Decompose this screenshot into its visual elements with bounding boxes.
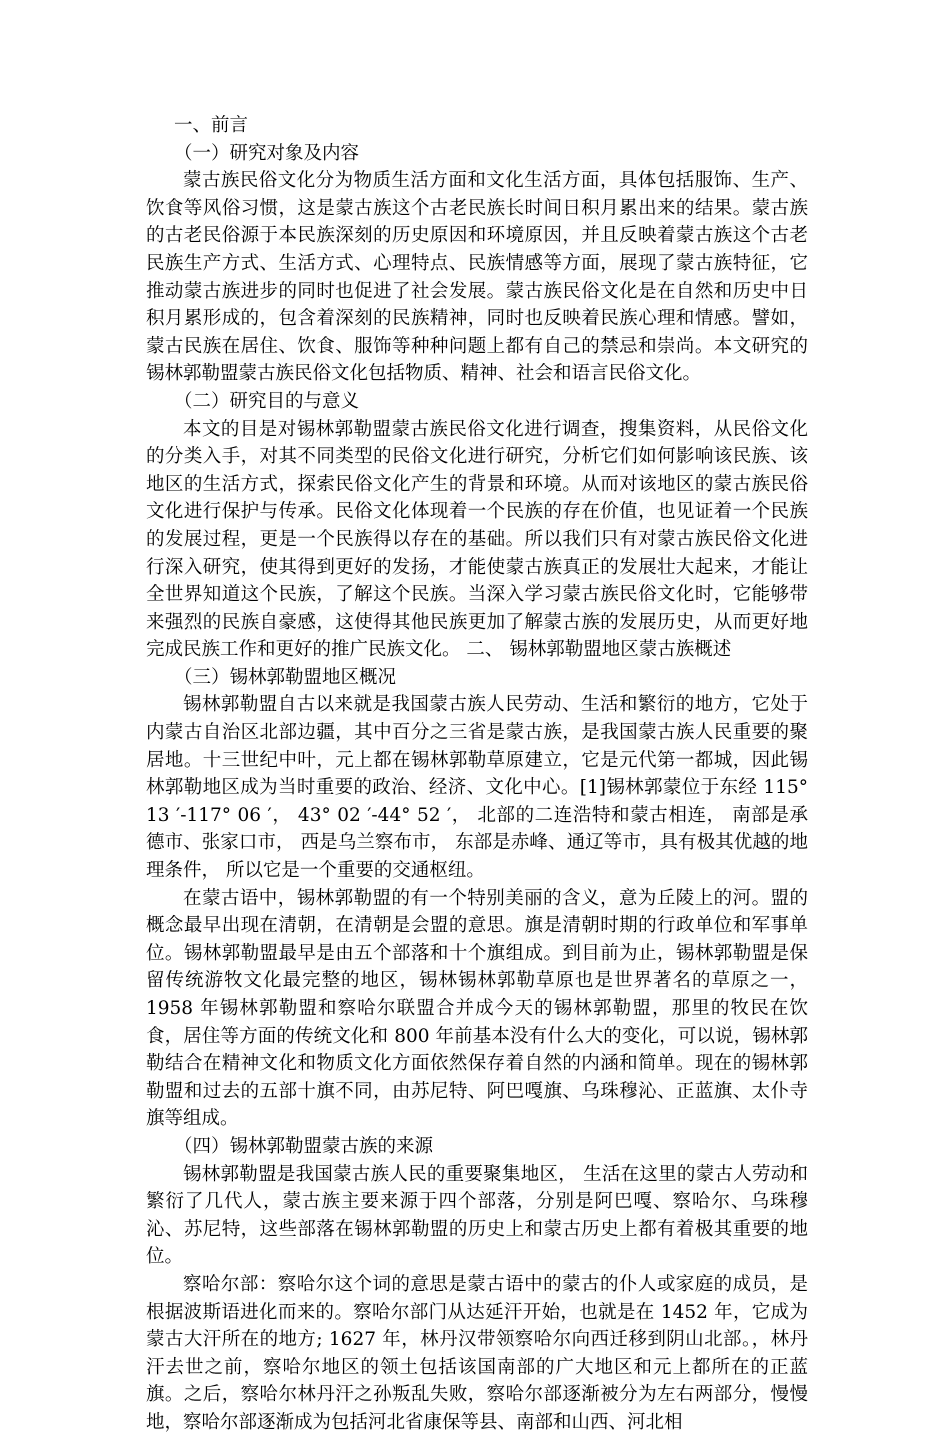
paragraph-region-overview-2: 在蒙古语中，锡林郭勒盟的有一个特别美丽的含义，意为丘陵上的河。盟的概念最早出现在清朝，在清朝是会盟的意思。旗是清朝时期的行政单位和军事单位。锡林郭勒盟最早是由五个部落和十个旗组成。到目前为止，锡林郭勒盟是保留传统游牧文化最完整的地区，锡林锡林郭勒草原也是世界著名的草原之一，1958 年锡林郭勒盟和察哈尔联盟合并成今天的锡林郭勒盟，那里的牧民在饮食，居住等方面的传统文化和 800 年前基本没有什么大的变化，可以说，锡林郭勒结合在精神文化和物质文化方面依然保存着自然的内涵和简单。现在的锡林郭勒盟和过去的五部十旗不同，由苏尼特、阿巴嘎旗、乌珠穆沁、正蓝旗、太仆寺旗等组成。 — [146, 887, 808, 1130]
section-title-preface: 一、前言 — [174, 115, 249, 136]
paragraph-research-object: 蒙古族民俗文化分为物质生活方面和文化生活方面，具体包括服饰、生产、饮食等风俗习惯，这是蒙古族这个古老民族长时间日积月累出来的结果。蒙古族的古老民俗源于本民族深刻的历史原因和环境原因，并且反映着蒙古族这个古老民族生产方式、生活方式、心理特点、民族情感等方面，展现了蒙古族特征，它推动蒙古族进步的同时也促进了社会发展。蒙古族民俗文化是在自然和历史中日积月累形成的，包含着深刻的民族精神，同时也反映着民族心理和情感。譬如，蒙古民族在居住、饮食、服饰等种种问题上都有自己的禁忌和崇尚。本文研究的锡林郭勒盟蒙古族民俗文化包括物质、精神、社会和语言民俗文化。 — [146, 170, 808, 385]
subsection-title-research-purpose: （二）研究目的与意义 — [174, 390, 360, 412]
subsection-title-origin: （四）锡林郭勒盟蒙古族的来源 — [174, 1135, 434, 1157]
paragraph-research-purpose: 本文的目是对锡林郭勒盟蒙古族民俗文化进行调查，搜集资料，从民俗文化的分类入手，对其不同类型的民俗文化进行研究，分析它们如何影响该民族、该地区的生活方式，探索民俗文化产生的背景和环境。从而对该地区的蒙古族民俗文化进行保护与传承。民俗文化体现着一个民族的存在价值，也见证着一个民族的发展过程，更是一个民族得以存在的基础。所以我们只有对蒙古族民俗文化进行深入研究，使其得到更好的发扬，才能使蒙古族真正的发展壮大起来，才能让全世界知道这个民族，了解这个民族。当深入学习蒙古族民俗文化时，它能够带来强烈的民族自豪感，这使得其他民族更加了解蒙古族的发展历史，从而更好地完成民族工作和更好的推广民族文化。 二、 锡林郭勒盟地区蒙古族概述 — [146, 418, 808, 661]
paragraph-origin-1: 锡林郭勒盟是我国蒙古族人民的重要聚集地区， 生活在这里的蒙古人劳动和繁衍了几代人，蒙古族主要来源于四个部落，分别是阿巴嘎、察哈尔、乌珠穆沁、苏尼特，这些部落在锡林郭勒盟的历史上和蒙古历史上都有着极其重要的地位。 — [146, 1163, 808, 1268]
subsection-title-region-overview: （三）锡林郭勒盟地区概况 — [174, 666, 397, 688]
paragraph-chahar: 察哈尔部：察哈尔这个词的意思是蒙古语中的蒙古的仆人或家庭的成员，是根据波斯语进化而来的。察哈尔部门从达延汗开始，也就是在 1452 年，它成为蒙古大汗所在的地方; 1627 年，林丹汉带领察哈尔向西迁移到阴山北部。，林丹汗去世之前，察哈尔地区的领土包括该国南部的广大地区和元上都所在的正蓝旗。之后，察哈尔林丹汗之孙叛乱失败，察哈尔部逐渐被分为左右两部分，慢慢地，察哈尔部逐渐成为包括河北省康保等县、南部和山西、河北相 — [146, 1273, 808, 1433]
paragraph-region-overview-1: 锡林郭勒盟自古以来就是我国蒙古族人民劳动、生活和繁衍的地方，它处于内蒙古自治区北部边疆，其中百分之三省是蒙古族，是我国蒙古族人民重要的聚居地。十三世纪中叶，元上都在锡林郭勒草原建立，它是元代第一都城，因此锡林郭勒地区成为当时重要的政治、经济、文化中心。[1]锡林郭蒙位于东经 115° 13 ′-117° 06 ′， 43° 02 ′-44° 52 ′， 北部的二连浩特和蒙古相连， 南部是承德市、张家口市， 西是乌兰察布市， 东部是赤峰、通辽等市，具有极其优越的地理条件， 所以它是一个重要的交通枢纽。 — [146, 694, 808, 882]
document-body — [146, 112, 808, 1437]
subsection-title-research-object: （一）研究对象及内容 — [174, 142, 360, 164]
